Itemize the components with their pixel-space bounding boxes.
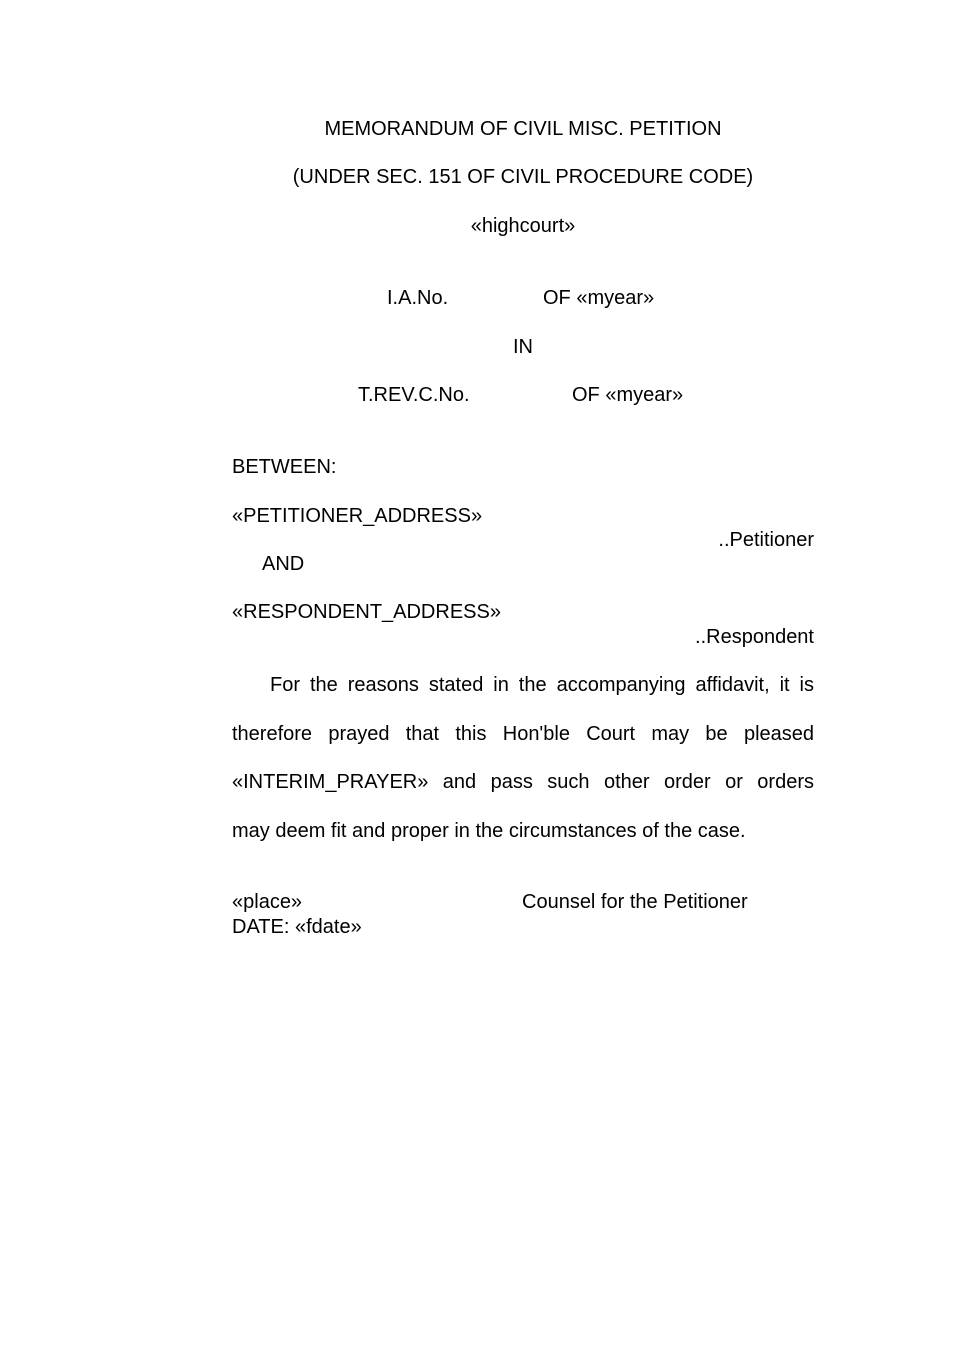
prayer-paragraph [232,661,814,855]
counsel-signature: Counsel for the Petitioner [522,891,748,913]
ia-number-label: I.A.No. [387,287,449,309]
case-number-label: T.REV.C.No. [358,384,470,406]
prayer-line: For the reasons stated in the accompanying affidavit, it is [270,674,814,696]
document-title: MEMORANDUM OF CIVIL MISC. PETITION [324,118,722,140]
document-subtitle: (UNDER SEC. 151 OF CIVIL PROCEDURE CODE) [292,166,754,188]
between-label: BETWEEN: [232,456,337,478]
place-field: «place» [232,891,303,913]
respondent-address: «RESPONDENT_ADDRESS» [232,601,501,623]
case-year: OF «myear» [572,384,684,406]
ia-year: OF «myear» [543,287,655,309]
in-label: IN [513,336,533,358]
prayer-line: «INTERIM_PRAYER» and pass such other order or orders [232,771,814,793]
date-field: DATE: «fdate» [232,916,362,938]
prayer-line: therefore prayed that this Hon'ble Court may be pleased [232,722,814,745]
prayer-line: may deem fit and proper in the circumstances of the case. [232,819,746,842]
and-label: AND [262,553,305,575]
respondent-role: ..Respondent [695,626,814,648]
petitioner-role: ..Petitioner [718,529,814,551]
court-name: «highcourt» [470,215,576,237]
petitioner-address: «PETITIONER_ADDRESS» [232,505,483,527]
